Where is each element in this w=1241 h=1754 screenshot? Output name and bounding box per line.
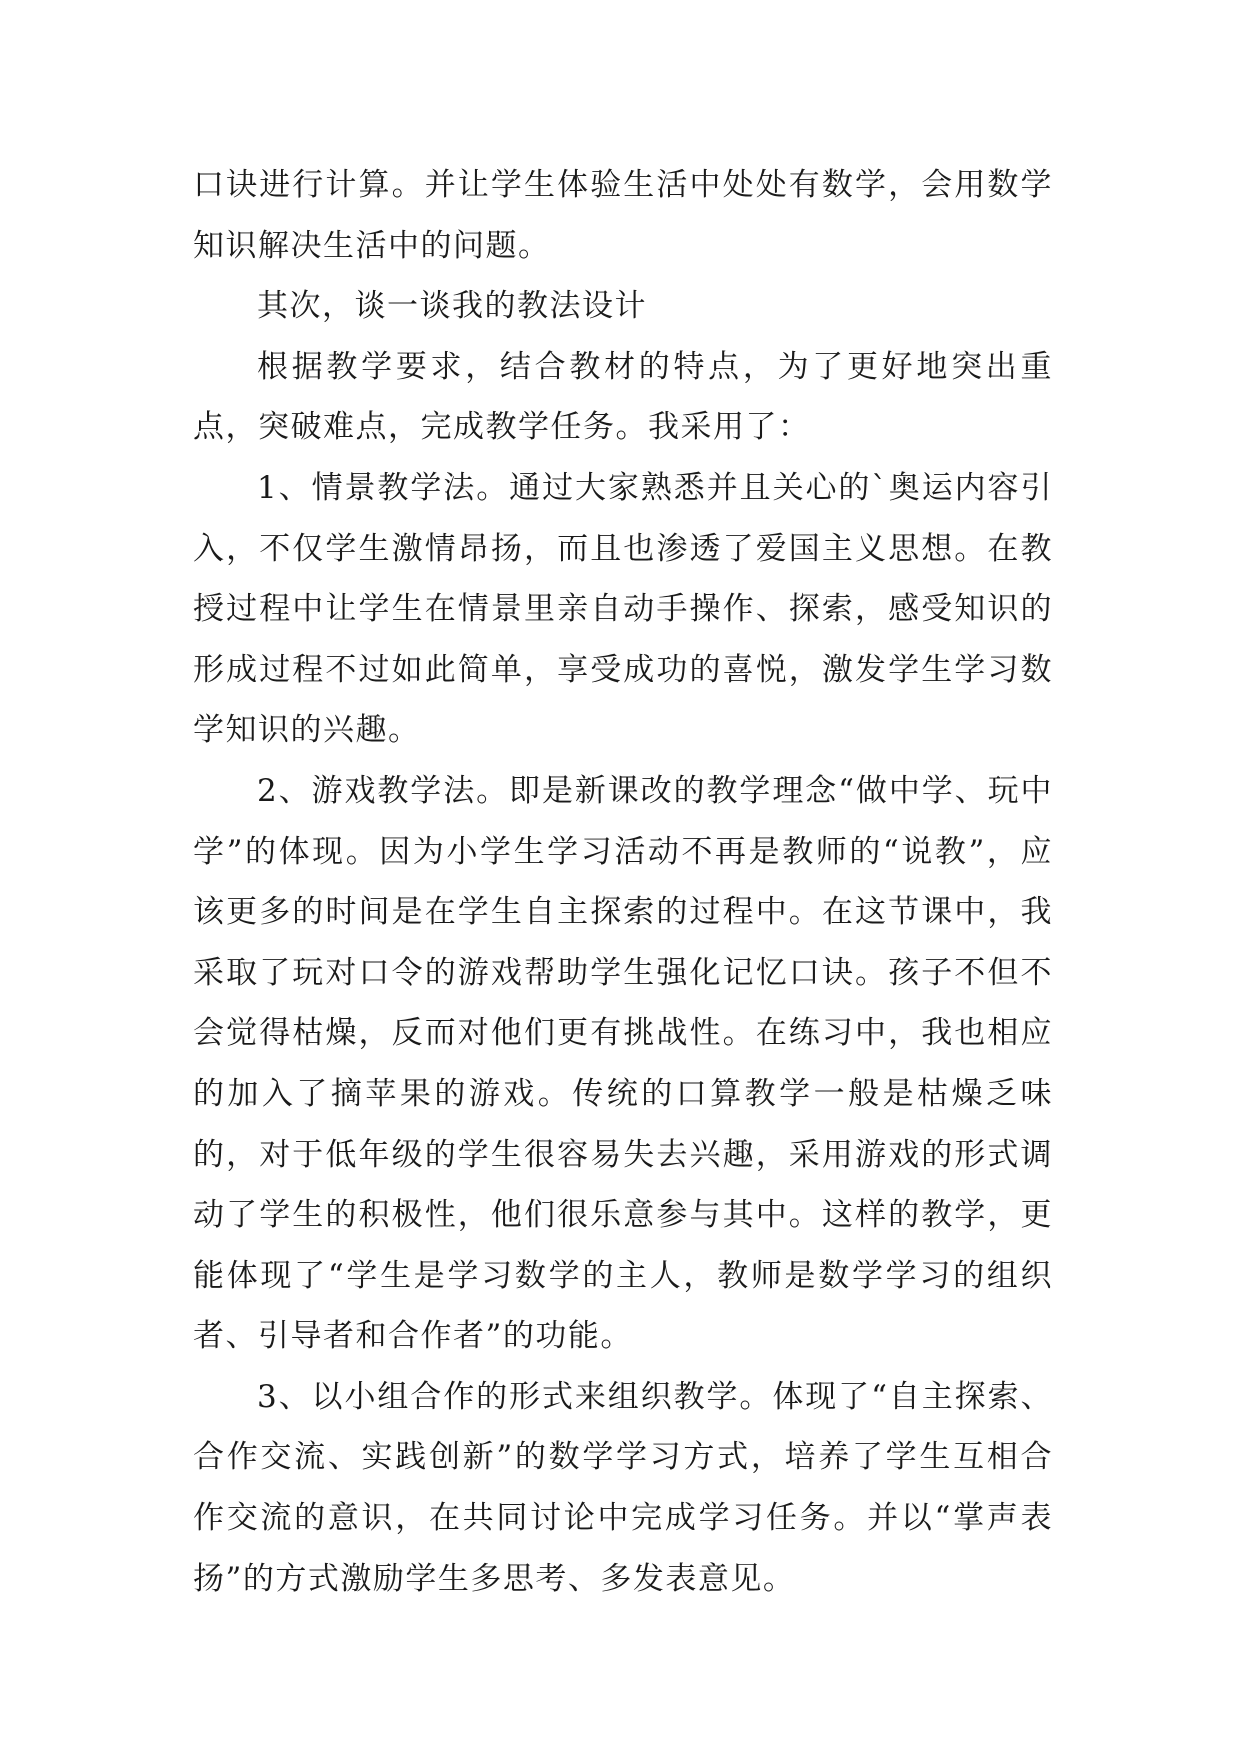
paragraph-method-2: 2、游戏教学法。即是新课改的教学理念“做中学、玩中学”的体现。因为小学生学习活动不再是教师的“说教”，应该更多的时间是在学生自主探索的过程中。在这节课中，我采取了玩对口令的游戏帮助学生强化记忆口诀。孩子不但不会觉得枯燥，反而对他们更有挑战性。在练习中，我也相应的加入了摘苹果的游戏。传统的口算教学一般是枯燥乏味的，对于低年级的学生很容易失去兴趣，采用游戏的形式调动了学生的积极性，他们很乐意参与其中。这样的教学，更能体现了“学生是学习数学的主人，教师是数学学习的组织者、引导者和合作者”的功能。	[193, 772, 1053, 1355]
document-body	[193, 155, 1053, 1609]
paragraph-heading-method: 其次，谈一谈我的教法设计	[257, 288, 647, 325]
paragraph-intro: 口诀进行计算。并让学生体验生活中处处有数学，会用数学知识解决生活中的问题。	[193, 167, 1053, 264]
paragraph-method-1: 1、情景教学法。通过大家熟悉并且关心的`奥运内容引入，不仅学生激情昂扬，而且也渗透了爱国主义思想。在教授过程中让学生在情景里亲自动手操作、探索，感受知识的形成过程不过如此简单，享受成功的喜悦，激发学生学习数学知识的兴趣。	[193, 469, 1053, 749]
paragraph-approach: 根据教学要求，结合教材的特点，为了更好地突出重点，突破难点，完成教学任务。我采用了：	[193, 348, 1053, 446]
paragraph-method-3: 3、以小组合作的形式来组织教学。体现了“自主探索、合作交流、实践创新”的数学学习方式，培养了学生互相合作交流的意识，在共同讨论中完成学习任务。并以“掌声表扬”的方式激励学生多思考、多发表意见。	[193, 1378, 1053, 1597]
